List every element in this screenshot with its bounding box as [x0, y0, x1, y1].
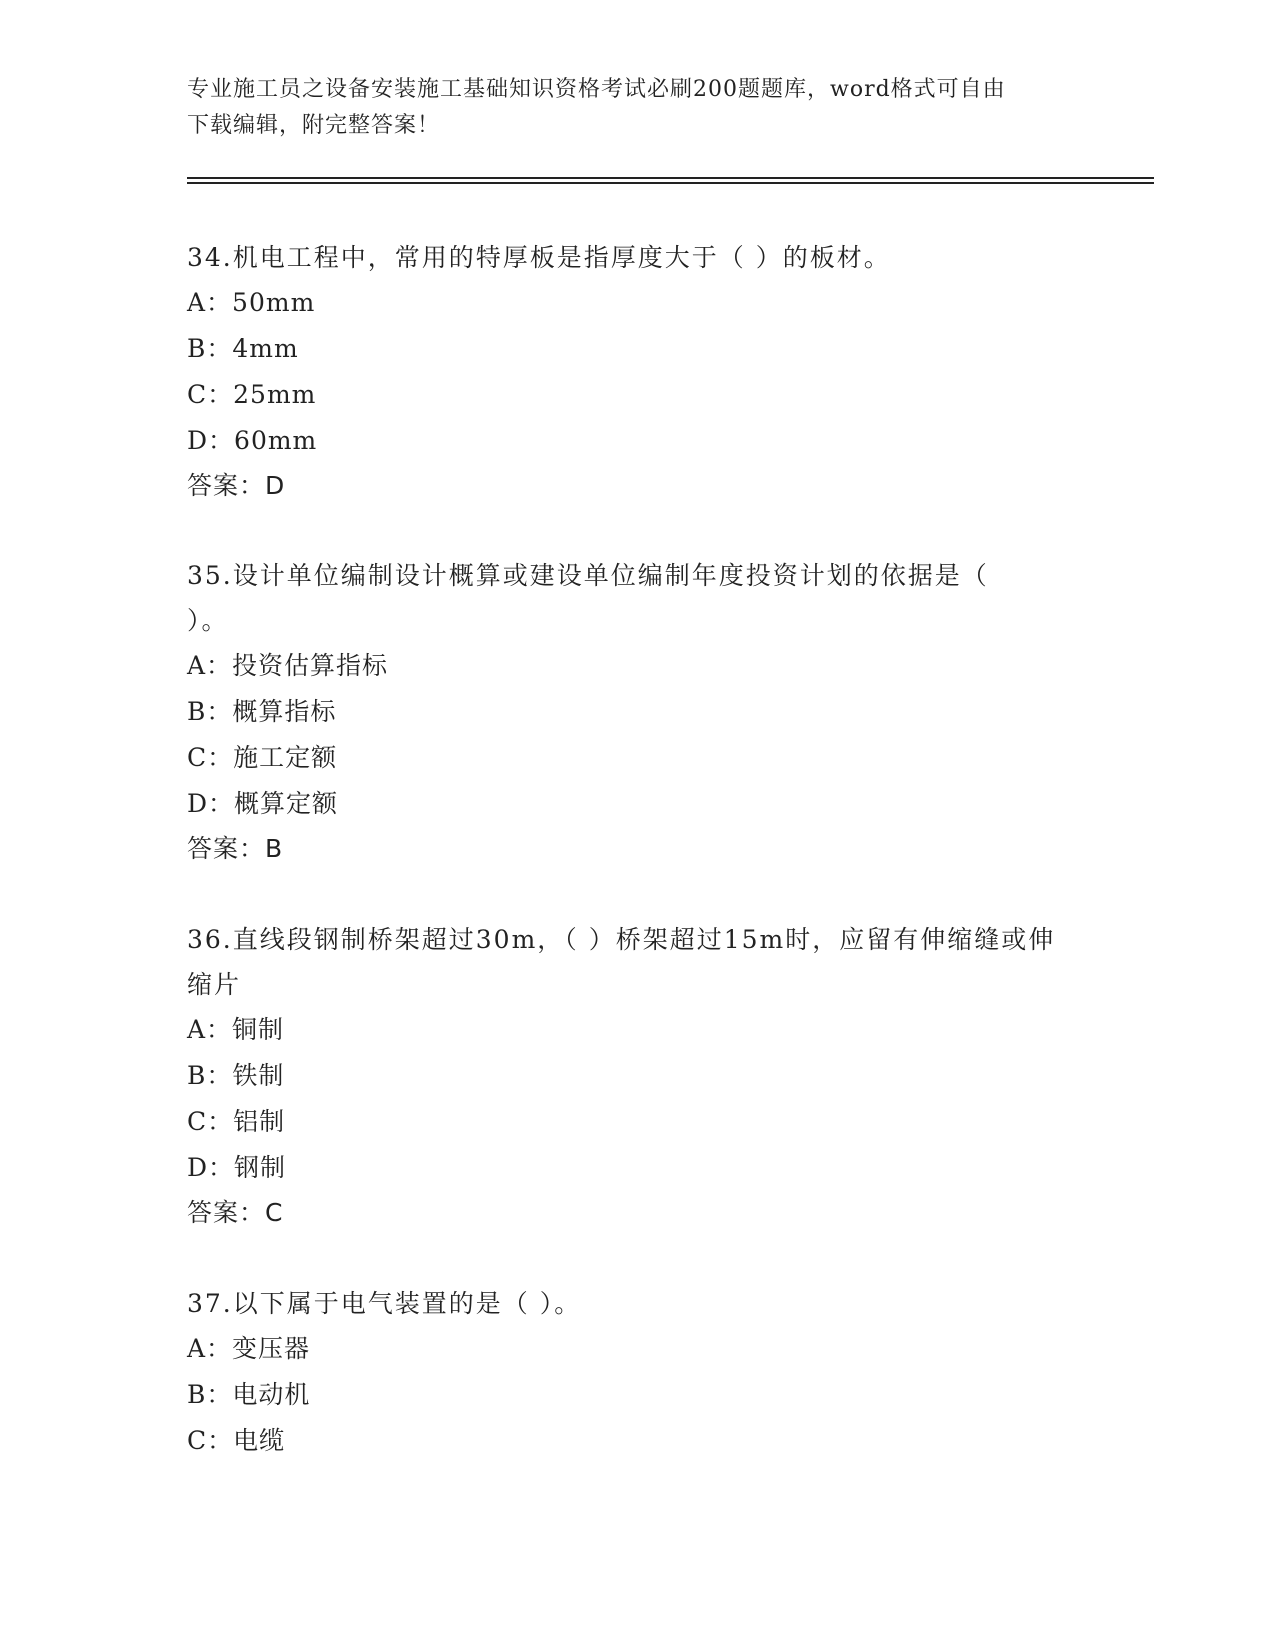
question-block	[187, 917, 1087, 1235]
question-block	[187, 1281, 1087, 1464]
question-block	[187, 553, 1087, 871]
option-d: D：概算定额	[187, 789, 339, 818]
option-c: C：施工定额	[187, 743, 338, 772]
question-text: 35.设计单位编制设计概算或建设单位编制年度投资计划的依据是（ ）。	[187, 561, 989, 635]
question-block	[187, 235, 1087, 508]
question-text: 37.以下属于电气装置的是（ ）。	[187, 1289, 582, 1318]
answer: 答案：C	[187, 1198, 284, 1227]
option-c: C：铝制	[187, 1107, 286, 1136]
option-d: D：60mm	[187, 426, 318, 455]
option-b: B：概算指标	[187, 697, 337, 726]
option-d: D：钢制	[187, 1153, 287, 1182]
question-text: 36.直线段钢制桥架超过30m，（ ）桥架超过15m时，应留有伸缩缝或伸缩片	[187, 925, 1056, 999]
option-c: C：25mm	[187, 380, 317, 409]
option-a: A：铜制	[187, 1015, 285, 1044]
option-c: C：电缆	[187, 1426, 286, 1455]
option-a: A：变压器	[187, 1334, 311, 1363]
option-b: B：电动机	[187, 1380, 311, 1409]
option-b: B：铁制	[187, 1061, 285, 1090]
option-b: B：4mm	[187, 334, 299, 363]
answer: 答案：D	[187, 471, 286, 500]
header-divider-top	[187, 177, 1154, 179]
question-text: 34.机电工程中，常用的特厚板是指厚度大于（ ）的板材。	[187, 243, 891, 272]
option-a: A：50mm	[187, 288, 316, 317]
answer: 答案：B	[187, 834, 284, 863]
option-a: A：投资估算指标	[187, 651, 389, 680]
header-divider-bottom	[187, 182, 1154, 184]
document-header: 专业施工员之设备安装施工基础知识资格考试必刷200题题库，word格式可自由 下载编辑，附完整答案！	[187, 77, 1006, 138]
